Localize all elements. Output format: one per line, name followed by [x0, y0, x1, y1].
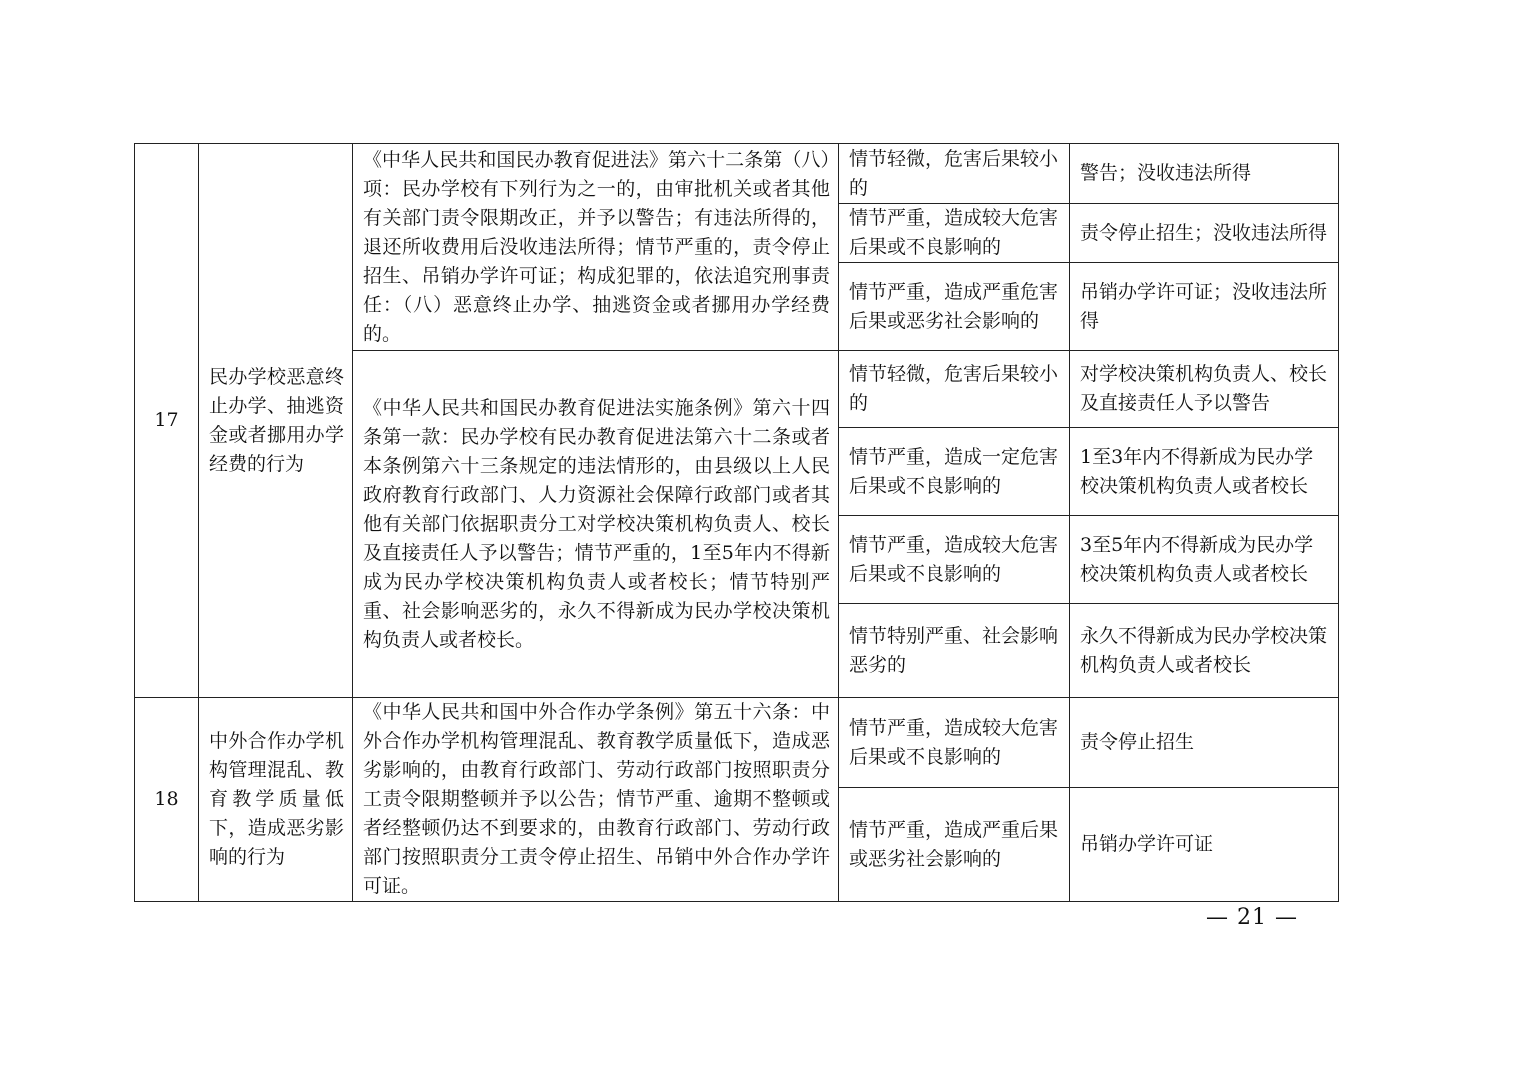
penalty-cell: 3至5年内不得新成为民办学校决策机构负责人或者校长	[1070, 516, 1339, 604]
penalty-cell: 吊销办学许可证；没收违法所得	[1070, 263, 1339, 351]
penalty-cell: 1至3年内不得新成为民办学校决策机构负责人或者校长	[1070, 428, 1339, 516]
penalty-cell: 对学校决策机构负责人、校长及直接责任人予以警告	[1070, 351, 1339, 428]
table-row	[135, 698, 1339, 788]
page-number: — 21 —	[1206, 905, 1298, 930]
legal-basis: 《中华人民共和国民办教育促进法》第六十二条第（八）项：民办学校有下列行为之一的，由审批机关或者其他有关部门责令限期改正，并予以警告；有违法所得的，退还所收费用后没收违法所得；情节严重的，责令停止招生、吊销办学许可证；构成犯罪的，依法追究刑事责任：（八）恶意终止办学、抽逃资金或者挪用办学经费的。	[353, 144, 839, 351]
penalty-cell: 责令停止招生	[1070, 698, 1339, 788]
circumstance-cell: 情节严重，造成较大危害后果或不良影响的	[839, 204, 1070, 263]
legal-basis: 《中华人民共和国中外合作办学条例》第五十六条：中外合作办学机构管理混乱、教育教学质量低下，造成恶劣影响的，由教育行政部门、劳动行政部门按照职责分工责令限期整顿并予以公告；情节严重、逾期不整顿或者经整顿仍达不到要求的，由教育行政部门、劳动行政部门按照职责分工责令停止招生、吊销中外合作办学许可证。	[353, 698, 839, 902]
violation-behavior: 中外合作办学机构管理混乱、教育教学质量低下，造成恶劣影响的行为	[199, 698, 353, 902]
circumstance-cell: 情节严重，造成较大危害后果或不良影响的	[839, 516, 1070, 604]
circumstance-cell: 情节严重，造成严重后果或恶劣社会影响的	[839, 788, 1070, 902]
penalty-cell: 吊销办学许可证	[1070, 788, 1339, 902]
penalty-cell: 责令停止招生；没收违法所得	[1070, 204, 1339, 263]
circumstance-cell: 情节严重，造成一定危害后果或不良影响的	[839, 428, 1070, 516]
circumstance-cell: 情节严重，造成较大危害后果或不良影响的	[839, 698, 1070, 788]
circumstance-cell: 情节严重，造成严重危害后果或恶劣社会影响的	[839, 263, 1070, 351]
legal-basis: 《中华人民共和国民办教育促进法实施条例》第六十四条第一款：民办学校有民办教育促进法第六十二条或者本条例第六十三条规定的违法情形的，由县级以上人民政府教育行政部门、人力资源社会保障行政部门或者其他有关部门依据职责分工对学校决策机构负责人、校长及直接责任人予以警告；情节严重的，1至5年内不得新成为民办学校决策机构负责人或者校长；情节特别严重、社会影响恶劣的，永久不得新成为民办学校决策机构负责人或者校长。	[353, 351, 839, 698]
penalty-cell: 警告；没收违法所得	[1070, 144, 1339, 204]
circumstance-cell: 情节特别严重、社会影响恶劣的	[839, 604, 1070, 698]
table-row	[135, 144, 1339, 204]
penalty-standards-table	[134, 143, 1339, 902]
circumstance-cell: 情节轻微，危害后果较小的	[839, 144, 1070, 204]
violation-behavior: 民办学校恶意终止办学、抽逃资金或者挪用办学经费的行为	[199, 144, 353, 698]
penalty-cell: 永久不得新成为民办学校决策机构负责人或者校长	[1070, 604, 1339, 698]
row-number: 17	[135, 144, 199, 698]
circumstance-cell: 情节轻微，危害后果较小的	[839, 351, 1070, 428]
row-number: 18	[135, 698, 199, 902]
